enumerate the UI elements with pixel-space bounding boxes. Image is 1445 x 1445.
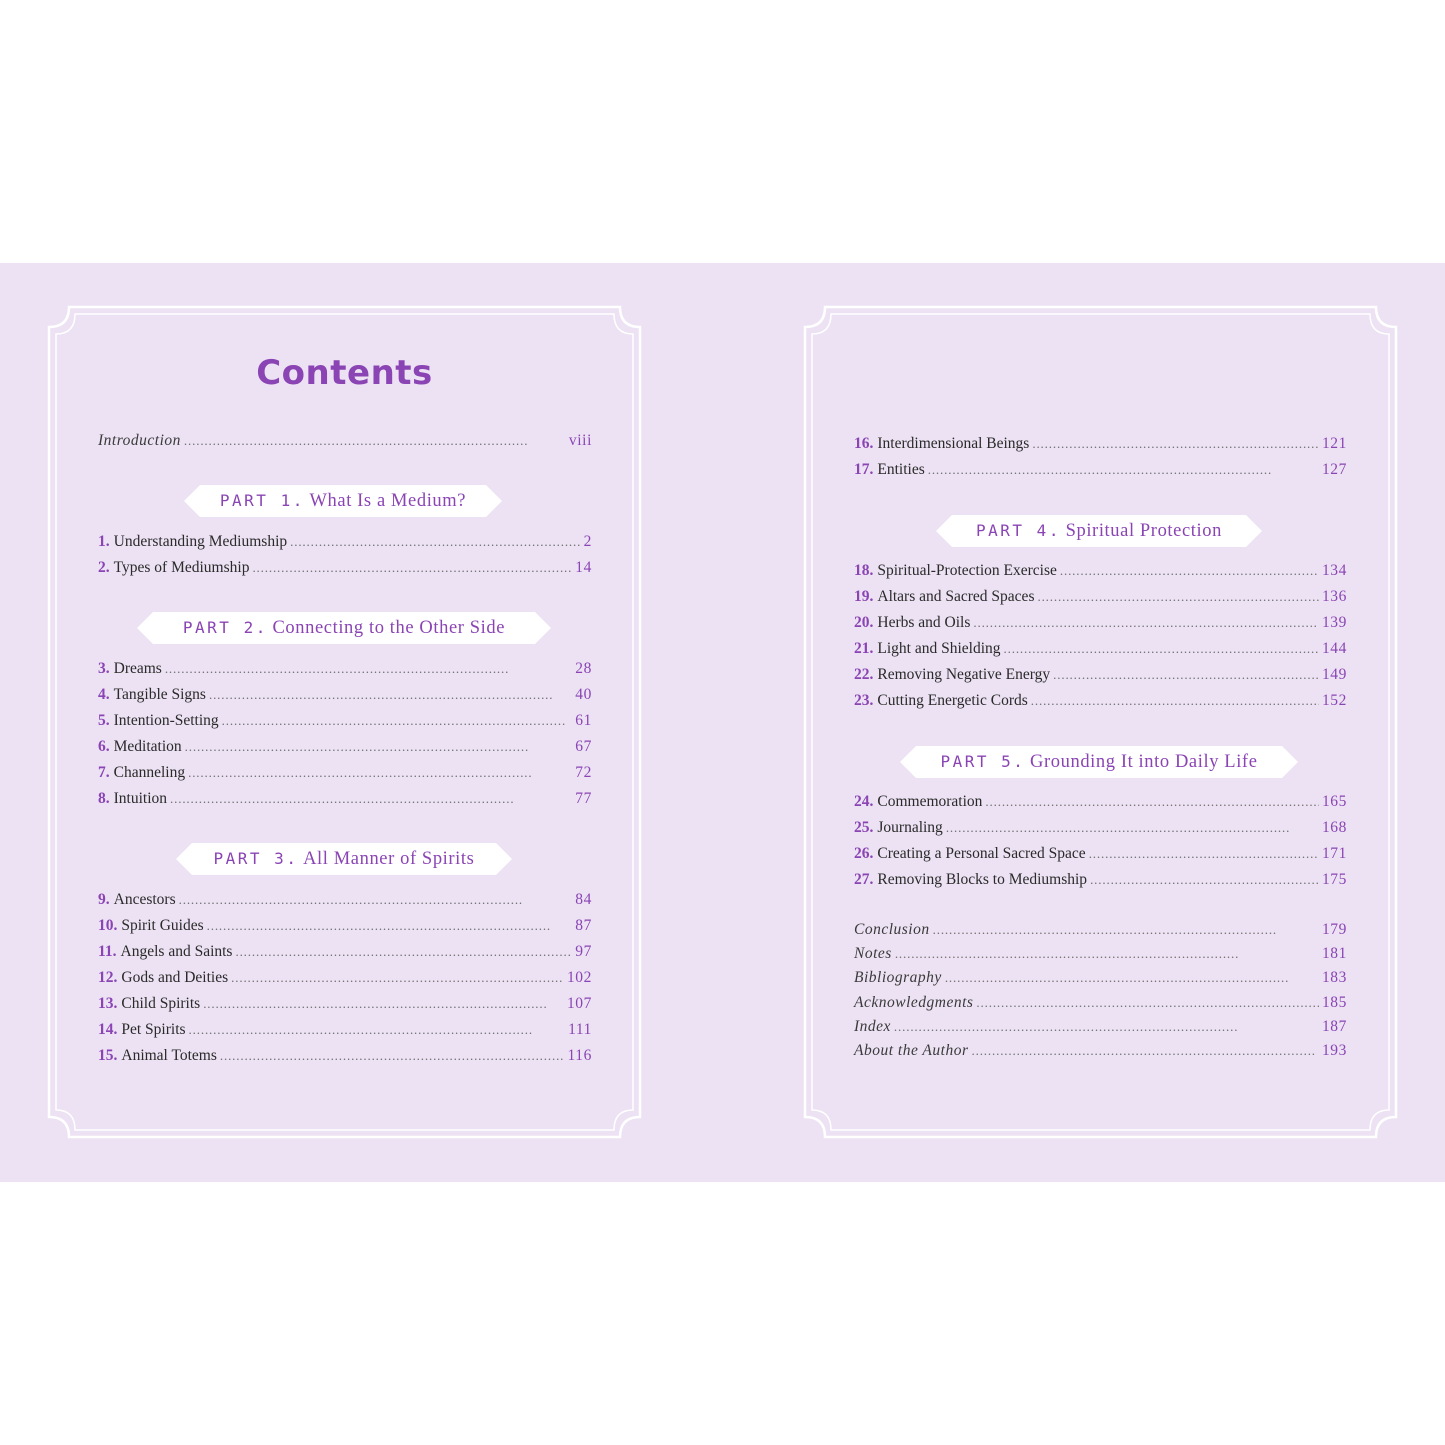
toc-chapter[interactable] [98,764,592,786]
toc-chapter[interactable] [854,871,1347,893]
part-heading [176,843,512,875]
toc-page: 116 [567,1047,592,1064]
chapter-number: 2. [98,559,110,576]
toc-label: Dreams [113,660,162,677]
toc-chapter[interactable] [854,435,1347,457]
dot-leader [973,615,1319,631]
toc-label: Conclusion [854,921,930,938]
part-banner [176,843,512,875]
toc-page: 144 [1321,640,1347,657]
toc-label: Animal Totems [121,1047,217,1064]
toc-label: Gods and Deities [121,969,229,986]
toc-label: Altars and Sacred Spaces [877,588,1035,605]
dot-leader [928,462,1319,478]
toc-chapter[interactable] [98,686,592,708]
chapter-number: 17. [854,461,874,478]
chapter-number: 7. [98,764,110,781]
dot-leader [184,433,566,449]
dot-leader [188,765,572,781]
chapter-number: 11. [98,943,117,960]
part-banner [137,612,551,644]
chapter-number: 15. [98,1047,118,1064]
right-page [803,305,1398,1139]
toc-page: viii [568,432,592,449]
toc-page: 171 [1321,845,1347,862]
toc-back-matter[interactable] [854,1018,1347,1040]
toc-label: Ancestors [113,891,176,908]
toc-back-matter[interactable] [854,994,1347,1016]
toc-page: 152 [1321,692,1347,709]
part-title: Grounding It into Daily Life [1030,752,1258,772]
toc-page: 179 [1321,921,1347,938]
toc-page: 139 [1321,614,1347,631]
chapter-number: 12. [98,969,118,986]
chapter-number: 6. [98,738,110,755]
toc-page: 185 [1321,994,1347,1011]
dot-leader [946,820,1319,836]
chapter-number: 26. [854,845,874,862]
part-title: Spiritual Protection [1065,521,1222,541]
chapter-number: 3. [98,660,110,677]
chapter-number: 14. [98,1021,118,1038]
page-title: Contents [256,353,433,393]
dot-leader [1053,667,1319,683]
chapter-number: 1. [98,533,110,550]
part-word: PART 2. [182,618,268,637]
toc-label: Commemoration [877,793,983,810]
toc-label: Intuition [113,790,168,807]
toc-label: Pet Spirits [121,1021,186,1038]
toc-label: Creating a Personal Sacred Space [877,845,1086,862]
chapter-number: 24. [854,793,874,810]
dot-leader [1090,872,1319,888]
dot-leader [985,794,1319,810]
dot-leader [1004,641,1319,657]
toc-label: Removing Blocks to Mediumship [877,871,1088,888]
dot-leader [220,1048,565,1064]
toc-chapter[interactable] [854,793,1347,815]
toc-label: Interdimensional Beings [877,435,1030,452]
toc-page: 136 [1321,588,1347,605]
toc-chapter[interactable] [854,692,1347,714]
toc-page: 183 [1321,969,1347,986]
toc-chapter[interactable] [854,845,1347,867]
toc-chapter[interactable] [854,562,1347,584]
toc-page: 149 [1321,666,1347,683]
chapter-number: 19. [854,588,874,605]
toc-label: Cutting Energetic Cords [877,692,1028,709]
toc-page: 77 [575,790,592,807]
toc-chapter[interactable] [854,666,1347,688]
part-banner [184,485,502,517]
toc-introduction[interactable] [98,432,592,454]
toc-label: Bibliography [854,969,942,986]
toc-label: Child Spirits [121,995,201,1012]
toc-page: 175 [1321,871,1347,888]
toc-page: 121 [1321,435,1347,452]
dot-leader [222,713,573,729]
toc-back-matter[interactable] [854,945,1347,967]
toc-label: Types of Mediumship [113,559,250,576]
toc-page: 127 [1321,461,1347,478]
toc-page: 87 [575,917,592,934]
toc-page: 187 [1321,1018,1347,1035]
dot-leader [252,560,572,576]
dot-leader [933,922,1319,938]
part-word: PART 5. [940,752,1026,771]
dot-leader [1037,589,1318,605]
toc-chapter[interactable] [98,995,592,1017]
toc-page: 67 [575,738,592,755]
toc-chapter[interactable] [98,533,592,555]
dot-leader [203,996,564,1012]
toc-label: About the Author [854,1042,969,1059]
chapter-number: 4. [98,686,110,703]
toc-chapter[interactable] [98,559,592,581]
dot-leader [165,661,572,677]
chapter-number: 21. [854,640,874,657]
dot-leader [1032,436,1319,452]
toc-label: Entities [877,461,925,478]
toc-page: 97 [575,943,592,960]
toc-label: Meditation [113,738,182,755]
dot-leader [179,892,573,908]
toc-chapter[interactable] [854,640,1347,662]
dot-leader [290,534,581,550]
part-title: What Is a Medium? [309,491,467,511]
toc-chapter[interactable] [98,943,592,965]
chapter-number: 5. [98,712,110,729]
dot-leader [231,970,564,986]
toc-back-matter[interactable] [854,1042,1347,1064]
part-heading [936,515,1262,547]
part-banner [900,746,1298,778]
toc-label: Intention-Setting [113,712,219,729]
toc-label: Light and Shielding [877,640,1001,657]
dot-leader [207,918,573,934]
chapter-number: 23. [854,692,874,709]
toc-label: Channeling [113,764,186,781]
toc-page: 40 [575,686,592,703]
toc-page: 111 [568,1021,592,1038]
chapter-number: 25. [854,819,874,836]
part-title: Connecting to the Other Side [272,618,506,638]
toc-label: Acknowledgments [854,994,974,1011]
dot-leader [209,687,572,703]
chapter-number: 13. [98,995,118,1012]
part-word: PART 4. [976,521,1061,540]
dot-leader [1089,846,1319,862]
toc-chapter[interactable] [854,588,1347,610]
chapter-number: 27. [854,871,874,888]
chapter-number: 8. [98,790,110,807]
toc-chapter[interactable] [98,891,592,913]
toc-page: 134 [1321,562,1347,579]
part-title: All Manner of Spirits [303,849,475,869]
toc-page: 193 [1321,1042,1347,1059]
dot-leader [972,1043,1319,1059]
toc-page: 107 [566,995,592,1012]
toc-label: Notes [854,945,892,962]
toc-page: 28 [575,660,592,677]
dot-leader [189,1022,566,1038]
toc-label: Removing Negative Energy [877,666,1051,683]
dot-leader [895,946,1319,962]
toc-chapter[interactable] [98,917,592,939]
toc-label: Herbs and Oils [877,614,971,631]
dot-leader [235,944,572,960]
chapter-number: 9. [98,891,110,908]
dot-leader [1031,693,1319,709]
toc-label: Journaling [877,819,943,836]
toc-chapter[interactable] [854,614,1347,636]
toc-chapter[interactable] [98,1047,592,1069]
toc-chapter[interactable] [98,790,592,812]
chapter-number: 18. [854,562,874,579]
dot-leader [945,970,1319,986]
part-heading [137,612,551,644]
chapter-number: 16. [854,435,874,452]
toc-back-matter[interactable] [854,921,1347,943]
toc-page: 2 [583,533,592,550]
toc-chapter[interactable] [98,738,592,760]
toc-label: Understanding Mediumship [113,533,288,550]
toc-label: Tangible Signs [113,686,206,703]
toc-label: Angels and Saints [120,943,233,960]
part-banner [936,515,1262,547]
chapter-number: 10. [98,917,118,934]
toc-chapter[interactable] [98,1021,592,1043]
part-heading [184,485,502,517]
dot-leader [894,1019,1319,1035]
part-word: PART 1. [219,491,305,510]
toc-chapter[interactable] [854,461,1347,483]
dot-leader [1060,563,1319,579]
dot-leader [185,739,573,755]
part-heading [900,746,1298,778]
chapter-number: 20. [854,614,874,631]
toc-page: 84 [575,891,592,908]
toc-back-matter[interactable] [854,969,1347,991]
toc-chapter[interactable] [98,712,592,734]
toc-page: 168 [1321,819,1347,836]
toc-page: 181 [1321,945,1347,962]
toc-page: 165 [1321,793,1347,810]
toc-page: 102 [566,969,592,986]
left-page [47,305,642,1139]
chapter-number: 22. [854,666,874,683]
toc-page: 14 [575,559,592,576]
toc-chapter[interactable] [98,660,592,682]
toc-chapter[interactable] [854,819,1347,841]
toc-label: Spiritual-Protection Exercise [877,562,1057,579]
toc-page: 72 [575,764,592,781]
toc-label: Index [854,1018,891,1035]
dot-leader [976,995,1319,1011]
dot-leader [170,791,572,807]
part-word: PART 3. [213,849,299,868]
toc-label: Spirit Guides [121,917,204,934]
toc-chapter[interactable] [98,969,592,991]
toc-label: Introduction [98,432,181,449]
toc-page: 61 [575,712,592,729]
